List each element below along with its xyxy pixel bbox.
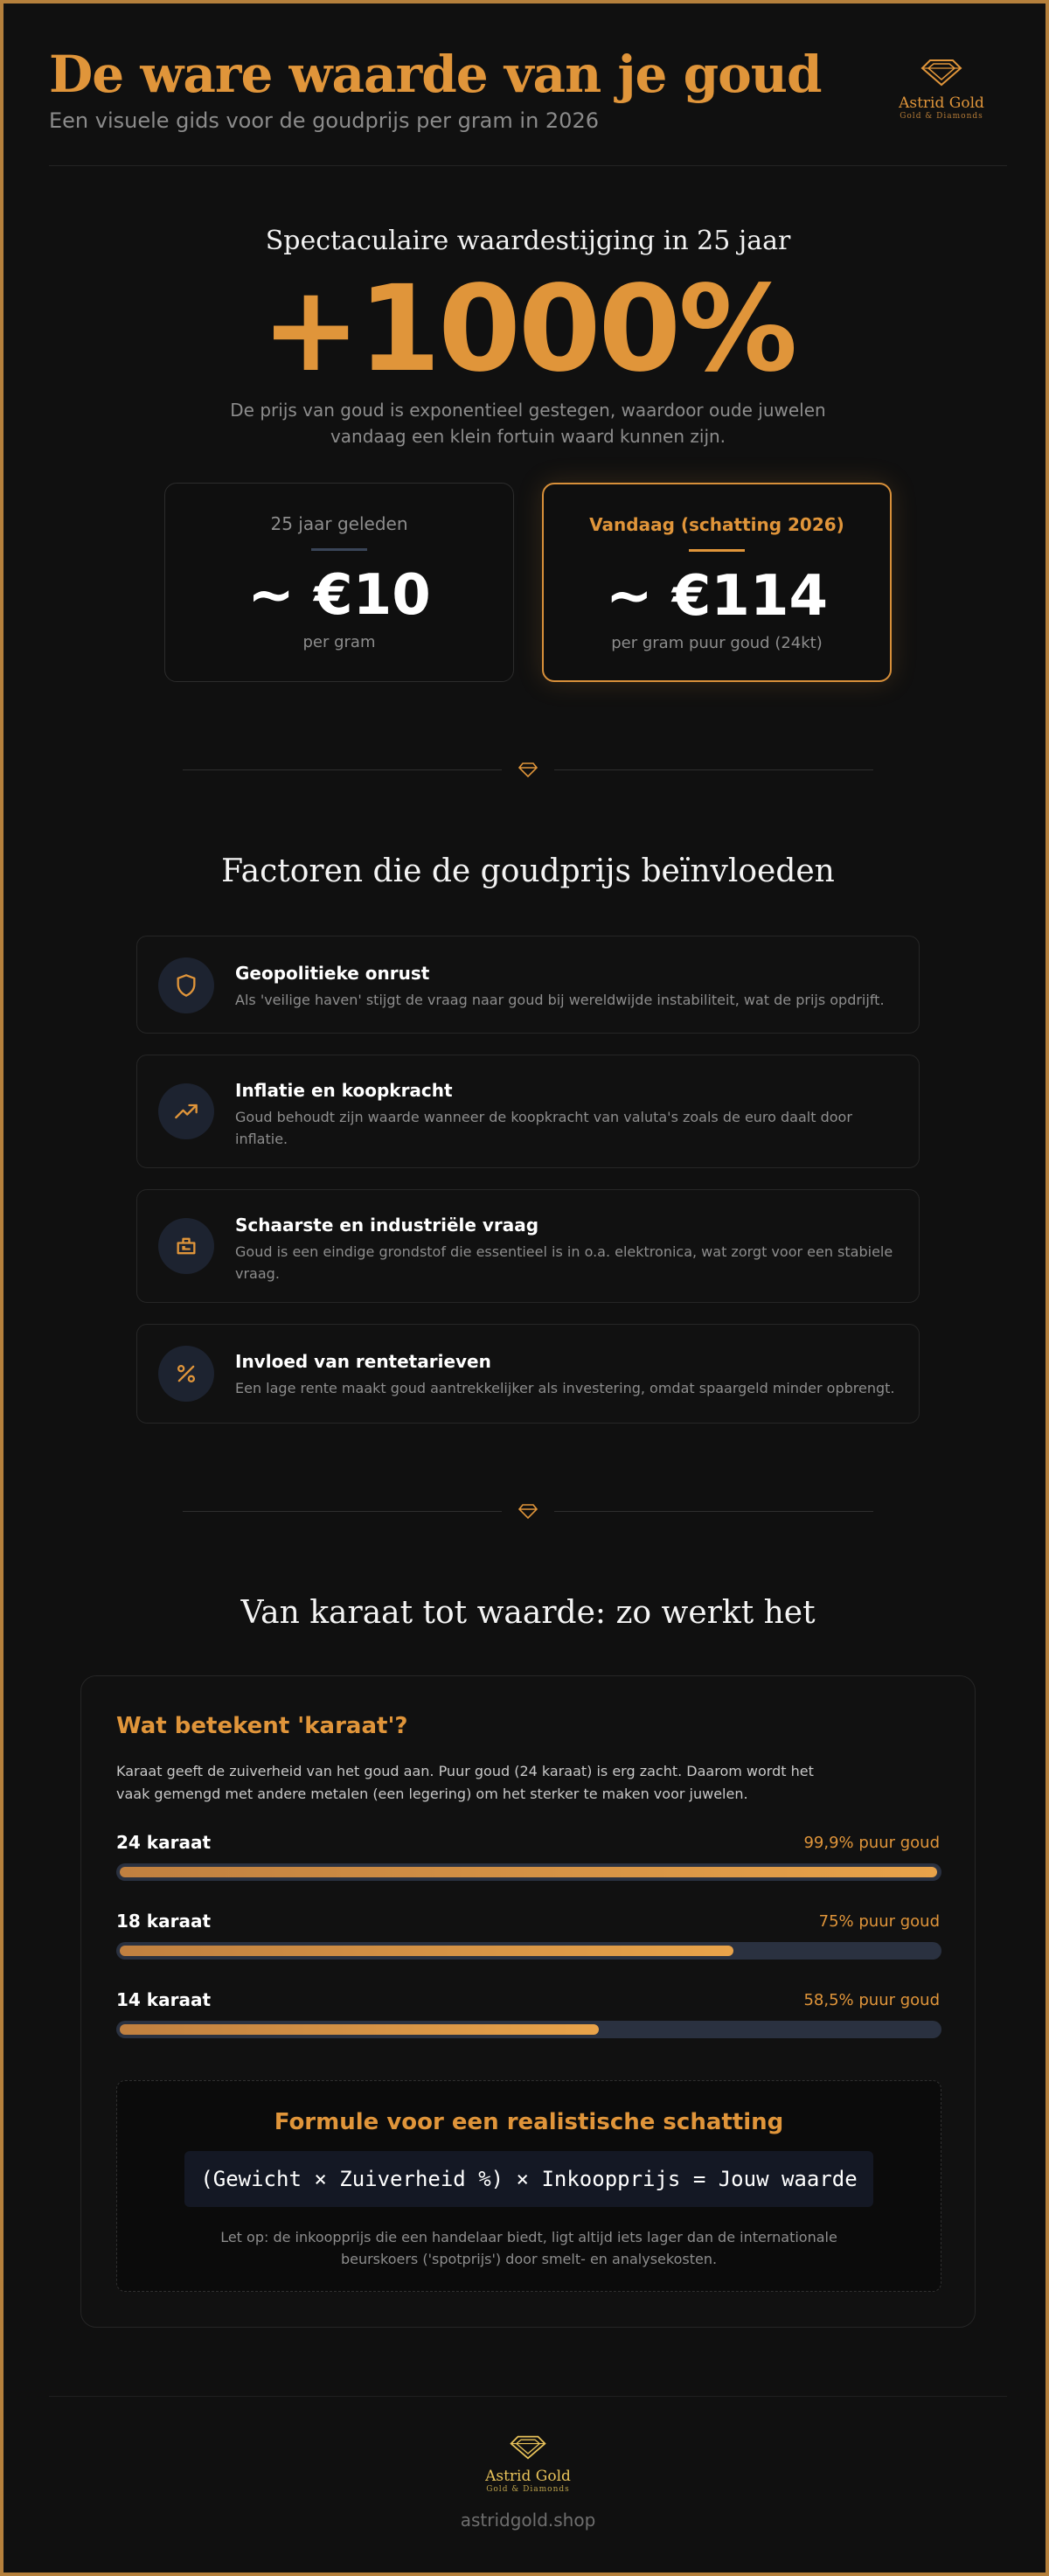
- factor-title: Geopolitieke onrust: [235, 963, 430, 984]
- karaat-description: Karaat geeft de zuiverheid van het goud aan. Puur goud (24 karaat) is erg zacht. Daarom wordt het vaak gemengd met andere metalen (een legering) om het sterker te maken voor juwelen.: [116, 1763, 814, 1802]
- diamond-icon: [518, 759, 538, 780]
- formula-box: [116, 2080, 941, 2292]
- hero-percentage: +1000%: [261, 261, 795, 399]
- trending-up-icon: [174, 1099, 198, 1124]
- diamond-icon: [508, 2434, 548, 2461]
- price-card-now: [542, 483, 892, 682]
- factor-card: [136, 936, 920, 1034]
- brand-tagline: Gold & Diamonds: [486, 2485, 570, 2494]
- formula-title: Formule voor een realistische schatting: [274, 2109, 784, 2135]
- price-card-label: 25 jaar geleden: [270, 513, 408, 534]
- footer-url-link[interactable]: astridgold.shop: [460, 2510, 596, 2531]
- hero-heading: Spectaculaire waardestijging in 25 jaar: [265, 226, 791, 256]
- factor-title: Inflatie en koopkracht: [235, 1080, 453, 1101]
- factor-icon-badge: [158, 1218, 214, 1274]
- price-card-label: Vandaag (schatting 2026): [589, 514, 844, 535]
- brand-logo[interactable]: [885, 58, 998, 121]
- factory-icon: [174, 1234, 198, 1258]
- price-card-value: ~ €10: [247, 563, 431, 628]
- karaat-bar-track: [116, 1942, 941, 1960]
- karaat-bar-track: [116, 1863, 941, 1881]
- brand-name: Astrid Gold: [899, 94, 984, 112]
- factor-icon-badge: [158, 1083, 214, 1139]
- brand-name: Astrid Gold: [485, 2468, 571, 2485]
- karaat-panel: [80, 1675, 976, 2328]
- karaat-bar-fill: [120, 1946, 733, 1956]
- factors-title: Factoren die de goudprijs beïnvloeden: [221, 853, 835, 889]
- factor-description: Goud behoudt zijn waarde wanneer de koopkracht van valuta's zoals de euro daalt door inflatie.: [235, 1109, 852, 1147]
- karaat-section-title: Van karaat tot waarde: zo werkt het: [240, 1595, 816, 1631]
- formula-expression: (Gewicht × Zuiverheid %) × Inkoopprijs = Jouw waarde: [184, 2151, 872, 2207]
- diamond-icon: [920, 58, 963, 87]
- formula-note: Let op: de inkoopprijs die een handelaar biedt, ligt altijd iets lager dan de internationale beurskoers ('spotprijs') door smelt- en analysekosten.: [220, 2229, 837, 2267]
- factor-icon-badge: [158, 1346, 214, 1402]
- page-subtitle: Een visuele gids voor de goudprijs per gram in 2026: [49, 108, 599, 133]
- karaat-bar-label: 18 karaat: [116, 1911, 212, 1932]
- factor-title: Invloed van rentetarieven: [235, 1351, 491, 1372]
- header: [49, 44, 1007, 166]
- karaat-bar-fill: [120, 2024, 599, 2035]
- karaat-bar-track: [116, 2021, 941, 2038]
- factor-description: Als 'veilige haven' stijgt de vraag naar goud bij wereldwijde instabiliteit, wat de prijs opdrijft.: [235, 992, 885, 1008]
- diamond-icon: [518, 1500, 538, 1521]
- karaat-bar-value: 99,9% puur goud: [803, 1834, 940, 1852]
- karaat-bar-value: 75% puur goud: [818, 1912, 940, 1931]
- price-card-unit: per gram: [302, 633, 376, 651]
- shield-icon: [174, 973, 198, 998]
- karaat-bar-label: 24 karaat: [116, 1832, 212, 1853]
- price-card-rule: [689, 549, 745, 552]
- factor-icon-badge: [158, 957, 214, 1013]
- percent-icon: [174, 1361, 198, 1386]
- karaat-bar-fill: [120, 1867, 937, 1877]
- brand-tagline: Gold & Diamonds: [900, 112, 983, 121]
- price-card-value: ~ €114: [605, 564, 829, 629]
- karaat-bar-value: 58,5% puur goud: [803, 1991, 940, 2009]
- price-card-unit: per gram puur goud (24kt): [611, 634, 823, 652]
- price-card-rule: [311, 548, 367, 551]
- factor-description: Een lage rente maakt goud aantrekkelijker als investering, omdat spaargeld minder opbrengt.: [235, 1380, 895, 1396]
- section-divider: [183, 1500, 873, 1521]
- factor-title: Schaarste en industriële vraag: [235, 1215, 539, 1236]
- price-card-past: [164, 483, 514, 682]
- page-title: De ware waarde van je goud: [49, 45, 822, 104]
- karaat-title: Wat betekent 'karaat'?: [116, 1713, 408, 1739]
- section-divider: [183, 759, 873, 780]
- factor-card: [136, 1324, 920, 1424]
- footer-brand-logo[interactable]: [471, 2434, 585, 2494]
- factor-card: [136, 1055, 920, 1168]
- hero-description: De prijs van goud is exponentieel gestegen, waardoor oude juwelen vandaag een klein fortuin waard kunnen zijn.: [230, 400, 826, 447]
- karaat-bar-label: 14 karaat: [116, 1989, 212, 2010]
- factor-card: [136, 1189, 920, 1303]
- footer-divider: [49, 2396, 1007, 2397]
- factor-description: Goud is een eindige grondstof die essentieel is in o.a. elektronica, wat zorgt voor een stabiele vraag.: [235, 1243, 893, 1282]
